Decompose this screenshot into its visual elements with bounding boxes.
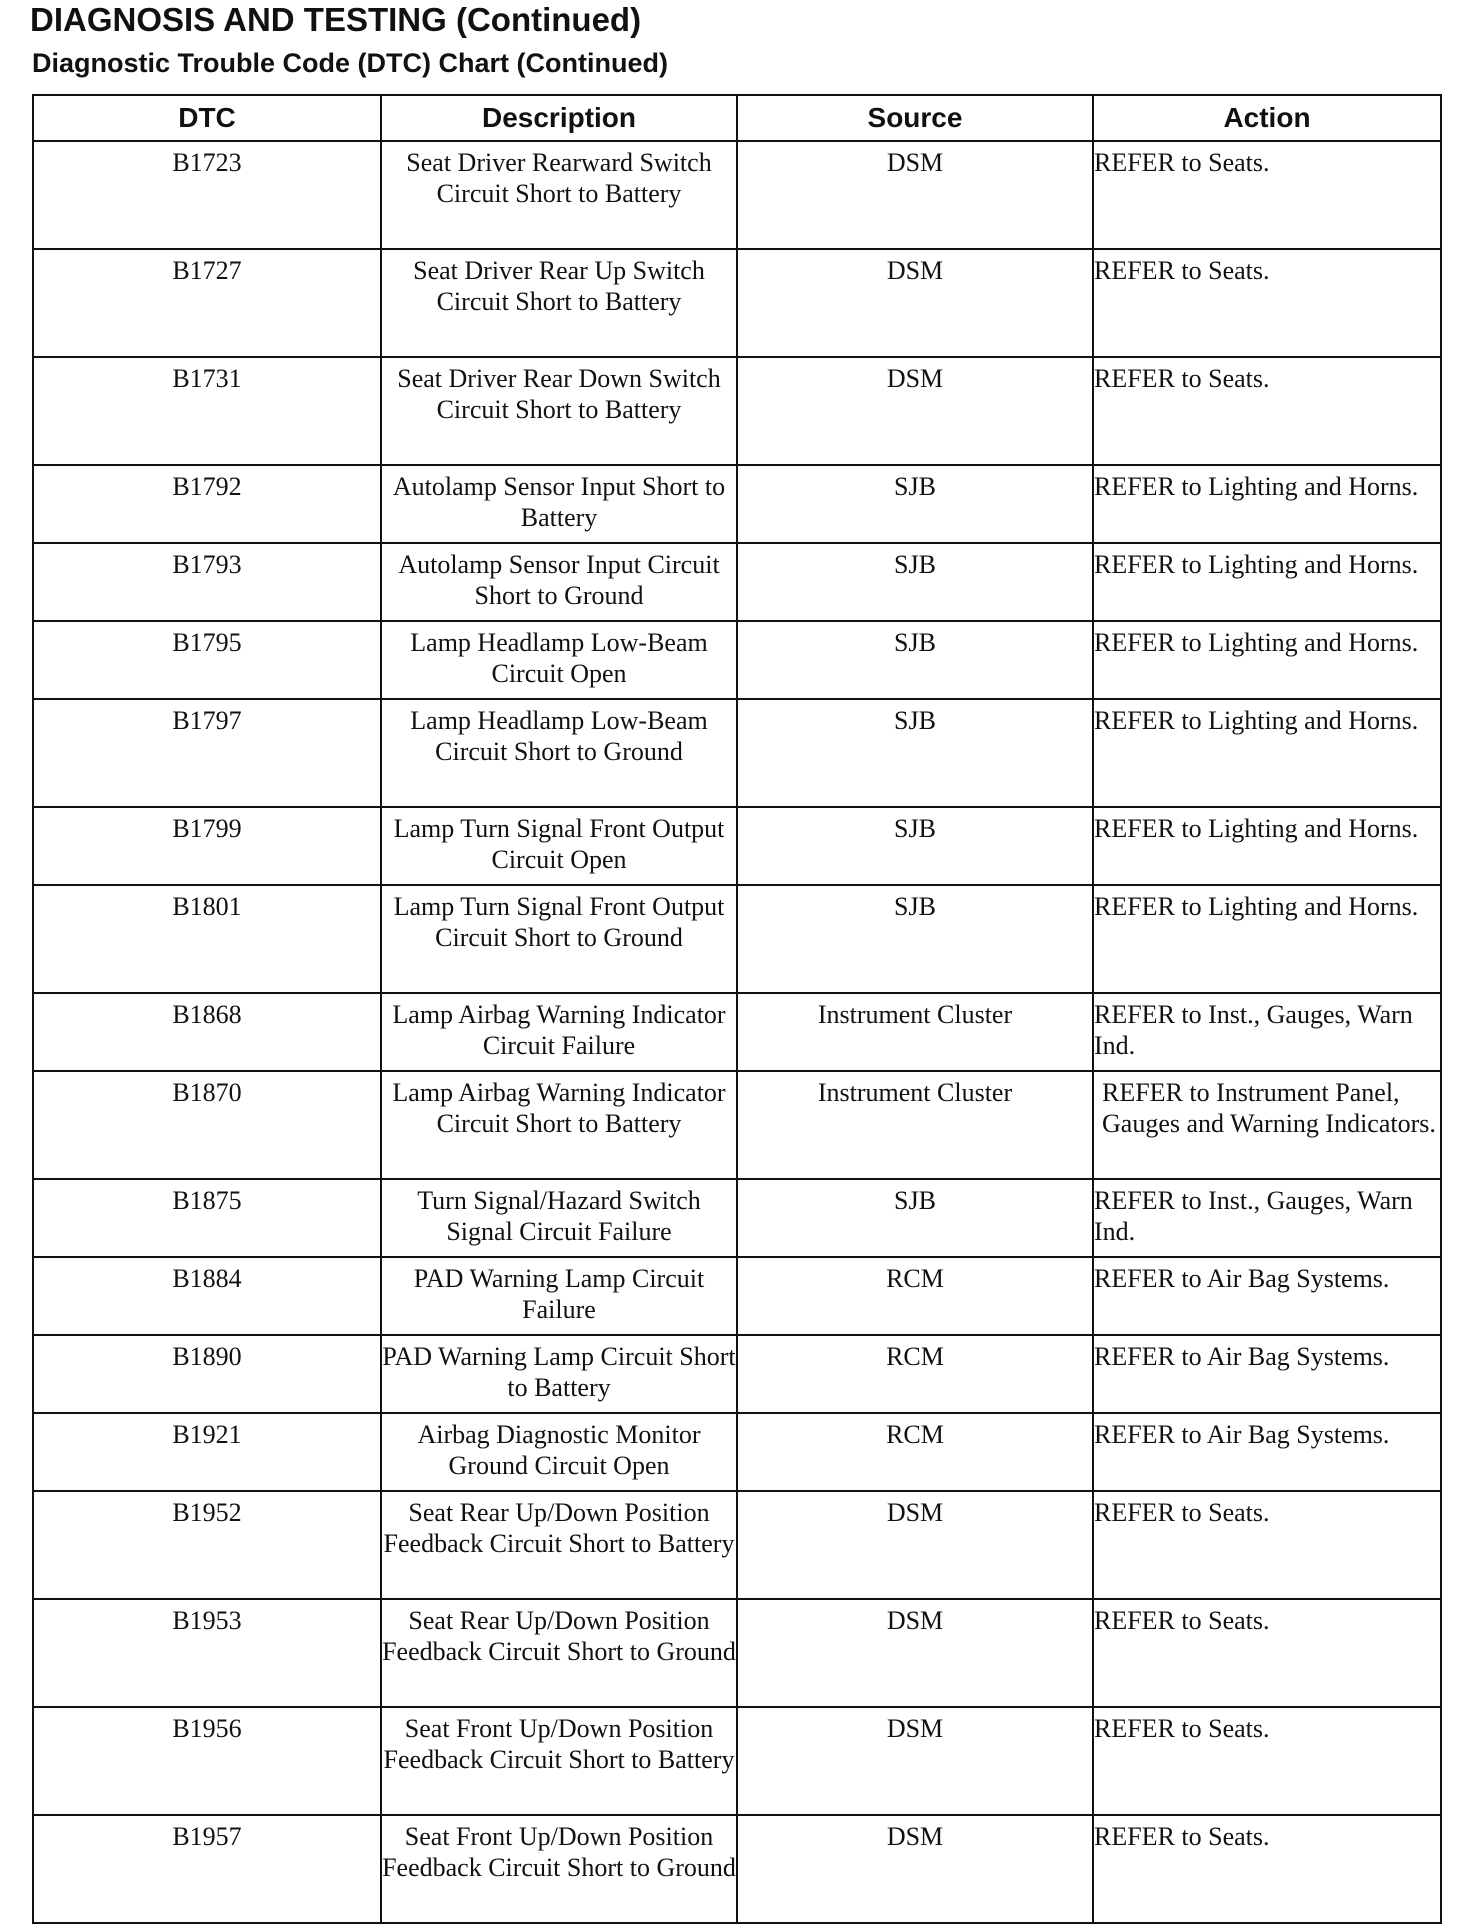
table-row [33, 699, 1441, 807]
table-row [33, 993, 1441, 1071]
cell-source: Instrument Cluster [737, 1071, 1093, 1179]
cell-dtc: B1799 [33, 807, 381, 885]
cell-dtc: B1890 [33, 1335, 381, 1413]
cell-dtc: B1884 [33, 1257, 381, 1335]
cell-source: DSM [737, 1707, 1093, 1815]
cell-action: REFER to Seats. [1093, 1599, 1441, 1707]
cell-dtc: B1953 [33, 1599, 381, 1707]
cell-dtc: B1795 [33, 621, 381, 699]
table-row [33, 1707, 1441, 1815]
cell-description: Turn Signal/Hazard Switch Signal Circuit Failure [381, 1179, 737, 1257]
cell-dtc: B1793 [33, 543, 381, 621]
cell-description: Seat Front Up/Down Position Feedback Circuit Short to Ground [381, 1815, 737, 1923]
cell-description: Airbag Diagnostic Monitor Ground Circuit Open [381, 1413, 737, 1491]
header-description: Description [381, 95, 737, 141]
table-row [33, 249, 1441, 357]
cell-action: REFER to Air Bag Systems. [1093, 1335, 1441, 1413]
cell-source: SJB [737, 543, 1093, 621]
cell-source: DSM [737, 357, 1093, 465]
cell-dtc: B1875 [33, 1179, 381, 1257]
table-row [33, 1815, 1441, 1923]
cell-source: SJB [737, 807, 1093, 885]
cell-description: Lamp Turn Signal Front Output Circuit Open [381, 807, 737, 885]
cell-action: REFER to Seats. [1093, 1707, 1441, 1815]
cell-action: REFER to Seats. [1093, 1491, 1441, 1599]
cell-action: REFER to Inst., Gauges, Warn Ind. [1093, 1179, 1441, 1257]
cell-description: Seat Rear Up/Down Position Feedback Circuit Short to Ground [381, 1599, 737, 1707]
table-row [33, 543, 1441, 621]
cell-source: SJB [737, 699, 1093, 807]
cell-action: REFER to Seats. [1093, 357, 1441, 465]
cell-source: DSM [737, 1599, 1093, 1707]
cell-dtc: B1727 [33, 249, 381, 357]
cell-source: DSM [737, 1491, 1093, 1599]
cell-description: Autolamp Sensor Input Short to Battery [381, 465, 737, 543]
cell-action: REFER to Air Bag Systems. [1093, 1413, 1441, 1491]
cell-source: SJB [737, 885, 1093, 993]
table-row [33, 1491, 1441, 1599]
cell-action: REFER to Lighting and Horns. [1093, 807, 1441, 885]
cell-action: REFER to Instrument Panel, Gauges and Warning Indicators. [1093, 1071, 1441, 1179]
table-row [33, 1599, 1441, 1707]
header-source: Source [737, 95, 1093, 141]
cell-source: RCM [737, 1257, 1093, 1335]
table-row [33, 1335, 1441, 1413]
page-subtitle: Diagnostic Trouble Code (DTC) Chart (Continued) [32, 48, 668, 78]
cell-description: Seat Driver Rear Up Switch Circuit Short to Battery [381, 249, 737, 357]
table-row [33, 1071, 1441, 1179]
cell-action: REFER to Seats. [1093, 249, 1441, 357]
table-row [33, 885, 1441, 993]
cell-source: Instrument Cluster [737, 993, 1093, 1071]
table-row [33, 1413, 1441, 1491]
cell-action: REFER to Seats. [1093, 141, 1441, 249]
cell-description: Lamp Airbag Warning Indicator Circuit Failure [381, 993, 737, 1071]
cell-description: Lamp Headlamp Low-Beam Circuit Open [381, 621, 737, 699]
cell-dtc: B1868 [33, 993, 381, 1071]
cell-source: SJB [737, 1179, 1093, 1257]
cell-dtc: B1921 [33, 1413, 381, 1491]
cell-description: PAD Warning Lamp Circuit Failure [381, 1257, 737, 1335]
table-row [33, 357, 1441, 465]
cell-source: RCM [737, 1413, 1093, 1491]
cell-action: REFER to Seats. [1093, 1815, 1441, 1923]
cell-description: Seat Driver Rearward Switch Circuit Short to Battery [381, 141, 737, 249]
cell-dtc: B1870 [33, 1071, 381, 1179]
cell-source: SJB [737, 621, 1093, 699]
cell-source: DSM [737, 141, 1093, 249]
cell-source: RCM [737, 1335, 1093, 1413]
cell-dtc: B1723 [33, 141, 381, 249]
cell-source: DSM [737, 1815, 1093, 1923]
cell-description: Seat Rear Up/Down Position Feedback Circuit Short to Battery [381, 1491, 737, 1599]
header-dtc: DTC [33, 95, 381, 141]
table-row [33, 141, 1441, 249]
cell-action: REFER to Lighting and Horns. [1093, 621, 1441, 699]
cell-source: SJB [737, 465, 1093, 543]
cell-dtc: B1801 [33, 885, 381, 993]
table-row [33, 807, 1441, 885]
cell-action: REFER to Lighting and Horns. [1093, 699, 1441, 807]
table-header-row [33, 95, 1441, 141]
cell-action: REFER to Inst., Gauges, Warn Ind. [1093, 993, 1441, 1071]
cell-dtc: B1731 [33, 357, 381, 465]
cell-dtc: B1956 [33, 1707, 381, 1815]
cell-description: Lamp Airbag Warning Indicator Circuit Short to Battery [381, 1071, 737, 1179]
cell-dtc: B1957 [33, 1815, 381, 1923]
cell-description: PAD Warning Lamp Circuit Short to Battery [381, 1335, 737, 1413]
cell-action: REFER to Lighting and Horns. [1093, 885, 1441, 993]
table-body [33, 141, 1441, 1923]
cell-description: Lamp Headlamp Low-Beam Circuit Short to Ground [381, 699, 737, 807]
table-row [33, 1257, 1441, 1335]
page-title: DIAGNOSIS AND TESTING (Continued) [30, 1, 642, 38]
cell-action: REFER to Air Bag Systems. [1093, 1257, 1441, 1335]
table-header [33, 95, 1441, 141]
table-row [33, 1179, 1441, 1257]
cell-dtc: B1952 [33, 1491, 381, 1599]
cell-description: Autolamp Sensor Input Circuit Short to Ground [381, 543, 737, 621]
cell-description: Seat Driver Rear Down Switch Circuit Short to Battery [381, 357, 737, 465]
cell-source: DSM [737, 249, 1093, 357]
table-row [33, 621, 1441, 699]
cell-action: REFER to Lighting and Horns. [1093, 465, 1441, 543]
cell-description: Lamp Turn Signal Front Output Circuit Short to Ground [381, 885, 737, 993]
cell-action: REFER to Lighting and Horns. [1093, 543, 1441, 621]
dtc-chart-table [32, 94, 1442, 1924]
cell-description: Seat Front Up/Down Position Feedback Circuit Short to Battery [381, 1707, 737, 1815]
cell-dtc: B1792 [33, 465, 381, 543]
table-row [33, 465, 1441, 543]
cell-dtc: B1797 [33, 699, 381, 807]
header-action: Action [1093, 95, 1441, 141]
